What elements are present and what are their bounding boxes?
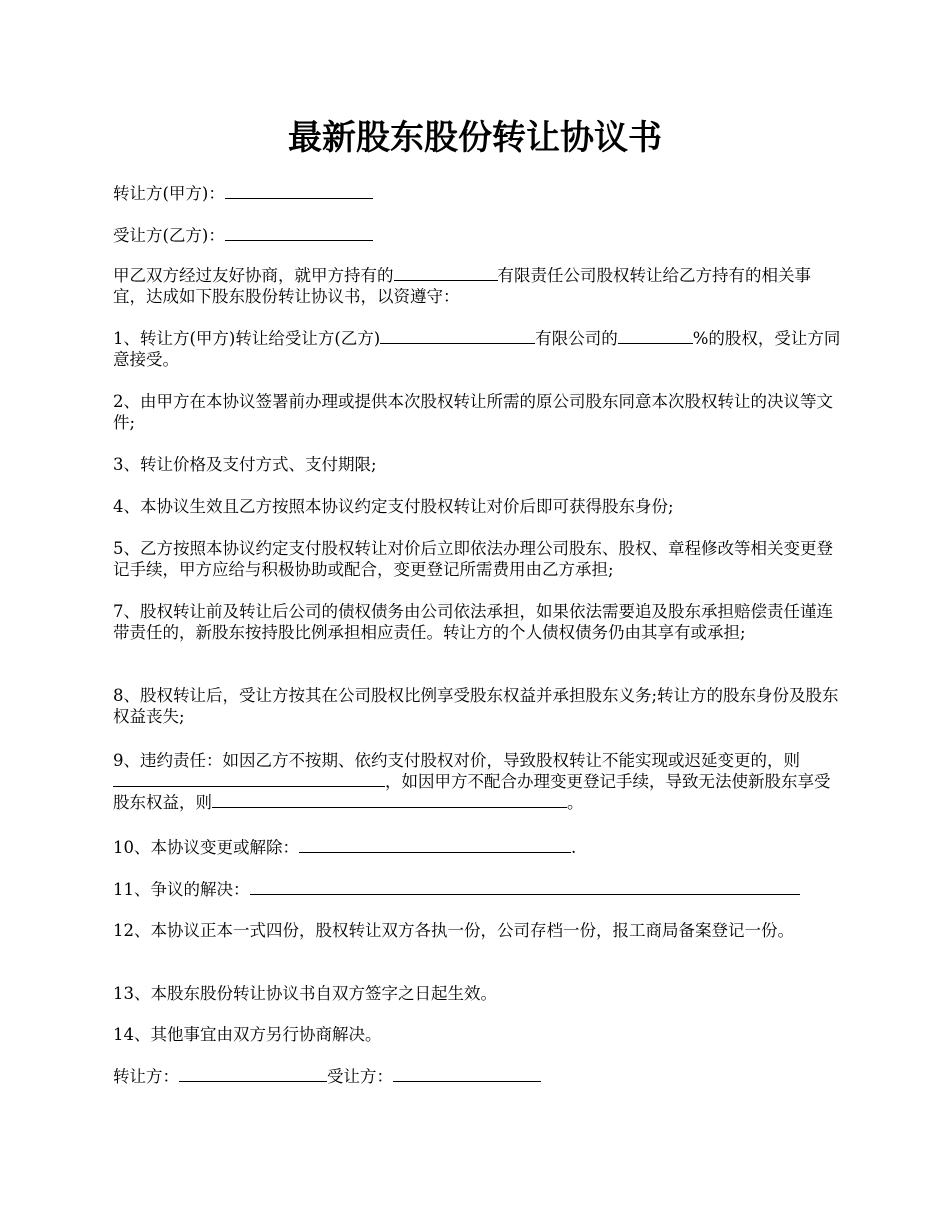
clause-14: 14、其他事宜由双方另行协商解决。 [113,1025,382,1044]
intro-text-b: 有限责任公司股权转让给乙方持有的相关事宜，达成如下股东股份转让协议书，以资遵守： [113,266,811,306]
clause-10-blank [299,837,571,853]
transferee-line [113,225,841,246]
clause-9-text-a: 9、违约责任：如因乙方不按期、依约支付股权对价，导致股权转让不能实现或迟延变更的，则 [113,751,800,770]
clause-10 [113,837,841,858]
signature-transferee-label: 受让方： [327,1067,393,1086]
clause-9 [113,750,841,813]
signature-line [113,1066,841,1087]
clause-1-text-c: %的股权，受让方同意接受。 [113,329,841,369]
clause-12: 12、本协议正本一式四份，股权转让双方各执一份，公司存档一份，报工商局备案登记一份。 [113,921,794,940]
clause-10-text-a: 10、本协议变更或解除： [113,838,299,857]
clause-2: 2、由甲方在本协议签署前办理或提供本次股权转让所需的原公司股东同意本次股权转让的决议等文件; [113,392,833,432]
clause-4: 4、本协议生效且乙方按照本协议约定支付股权转让对价后即可获得股东身份; [113,497,674,516]
clause-13: 13、本股东股份转让协议书自双方签字之日起生效。 [113,984,497,1003]
clause-9-blank-1 [113,771,385,787]
clause-1-company-blank [380,328,535,344]
company-blank [394,265,498,281]
document-title: 最新股东股份转让协议书 [288,118,662,158]
intro-text-a: 甲乙双方经过友好协商，就甲方持有的 [113,266,394,285]
transferor-label: 转让方(甲方)： [113,184,225,203]
signature-transferor-label: 转让方： [113,1067,179,1086]
clause-9-text-b: ，如因甲方不配合办理变更登记手续，导致无法使新股东享受股东权益，则 [113,772,831,812]
clause-1-percent-blank [618,328,693,344]
clause-11-blank [250,879,800,895]
transferor-blank [225,183,373,199]
clause-9-blank-2 [212,792,567,808]
clause-8: 8、股权转让后，受让方按其在公司股权比例享受股东权益并承担股东义务;转让方的股东身份及股东权益丧失; [113,686,839,726]
clause-7: 7、股权转让前及转让后公司的债权债务由公司依法承担，如果依法需要追及股东承担赔偿责任谨连带责任的，新股东按持股比例承担相应责任。转让方的个人债权债务仍由其享有或承担; [113,602,833,642]
clause-3: 3、转让价格及支付方式、支付期限; [113,455,377,474]
intro-paragraph [113,265,841,307]
clause-11-text: 11、争议的解决： [113,880,250,899]
transferee-label: 受让方(乙方)： [113,226,225,245]
signature-transferee-blank [393,1066,541,1082]
clause-10-text-b: . [571,838,577,857]
clause-1 [113,328,841,370]
signature-transferor-blank [179,1066,327,1082]
clause-5: 5、乙方按照本协议约定支付股权转让对价后立即依法办理公司股东、股权、章程修改等相关变更登记手续，甲方应给与积极协助或配合，变更登记所需费用由乙方承担; [113,539,833,579]
transferor-line [113,183,841,204]
clause-1-text-b: 有限公司的 [535,329,618,348]
transferee-blank [225,225,373,241]
clause-1-text-a: 1、转让方(甲方)转让给受让方(乙方) [113,329,381,348]
clause-11 [113,879,841,900]
clause-9-text-c: 。 [567,793,584,812]
